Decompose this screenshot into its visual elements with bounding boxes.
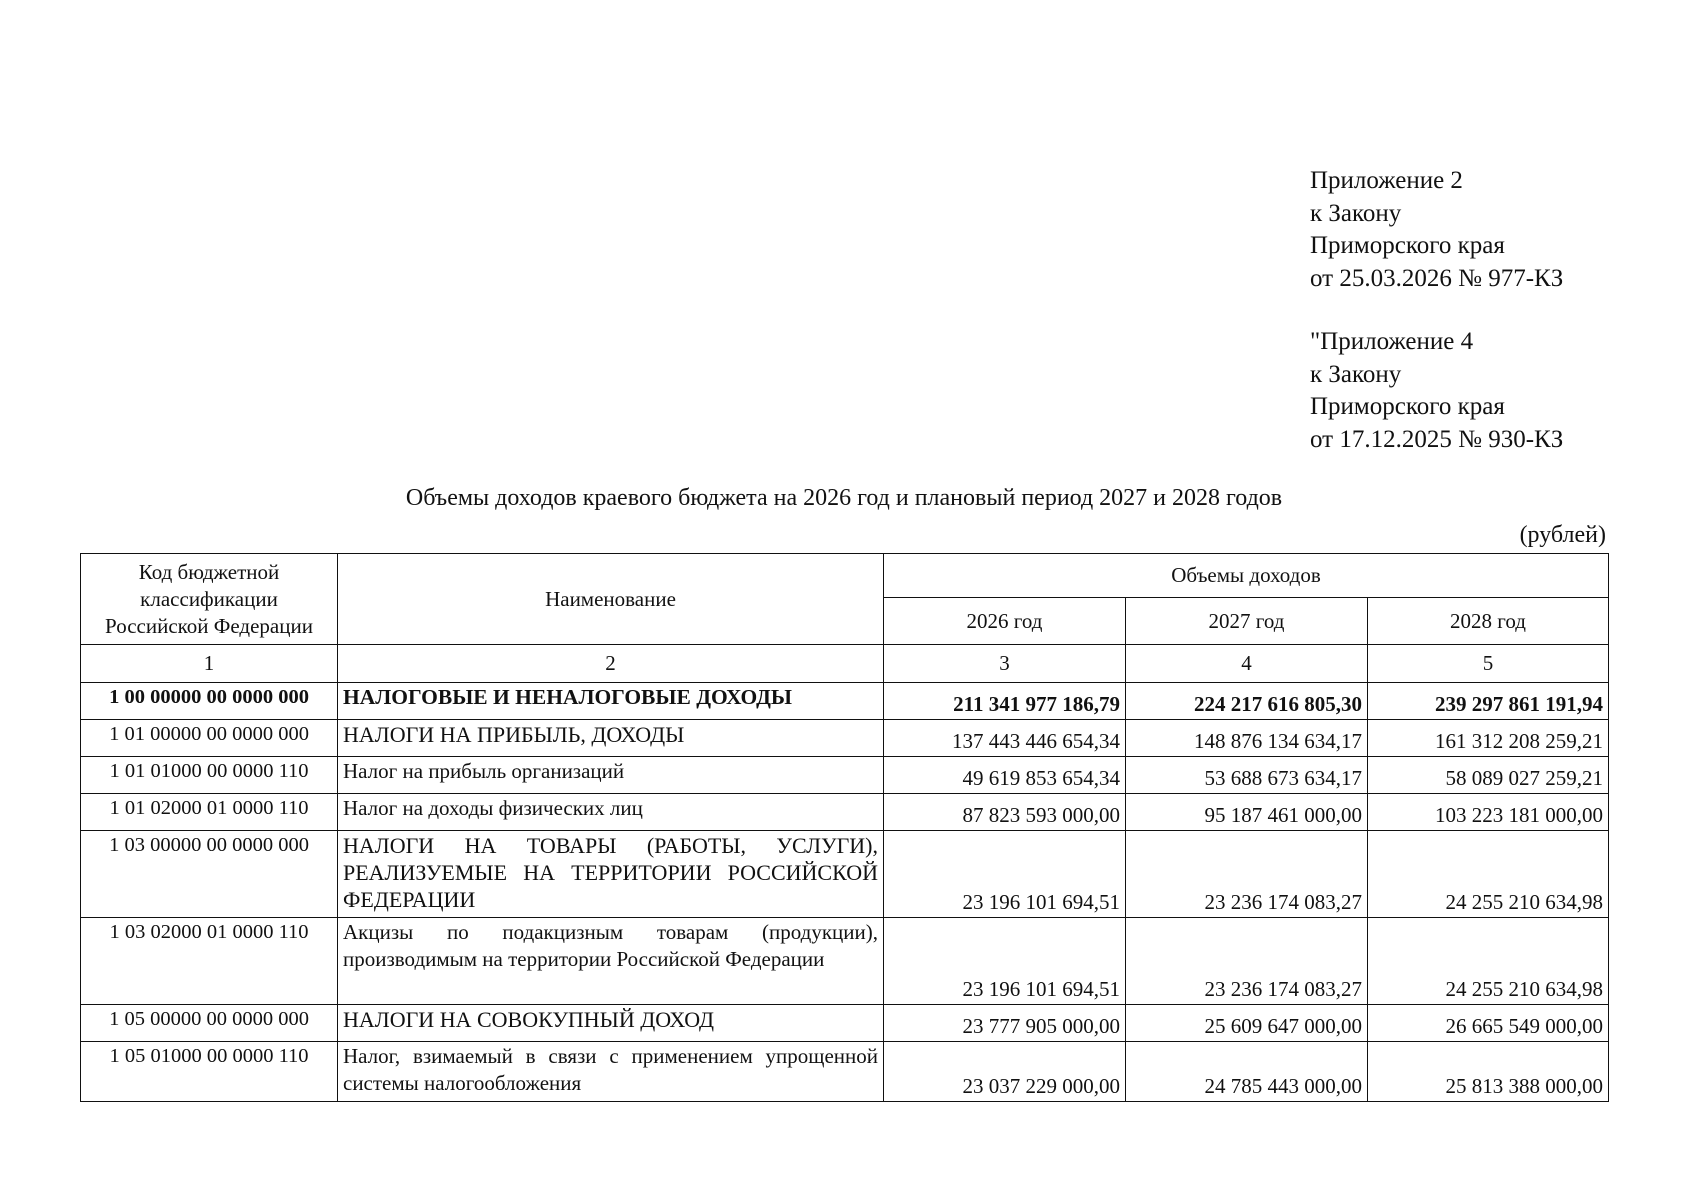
value-2027: 23 236 174 083,27	[1126, 831, 1368, 918]
appendix-current-reference	[1310, 165, 1563, 295]
value-2028: 25 813 388 000,00	[1368, 1042, 1609, 1102]
row-code: 1 00 00000 00 0000 000	[81, 683, 338, 720]
table-row	[81, 757, 1609, 794]
appendix-line: "Приложение 4	[1310, 328, 1474, 355]
row-code: 1 05 01000 00 0000 110	[81, 1042, 338, 1102]
row-name: НАЛОГИ НА СОВОКУПНЫЙ ДОХОД	[338, 1005, 884, 1042]
header-year-2027: 2027 год	[1126, 598, 1368, 645]
row-name: Налог на прибыль организаций	[338, 757, 884, 794]
value-2027: 95 187 461 000,00	[1126, 794, 1368, 831]
column-number: 2	[338, 645, 884, 683]
row-code: 1 03 02000 01 0000 110	[81, 918, 338, 1005]
revenue-table	[80, 553, 1609, 1102]
table-row	[81, 720, 1609, 757]
row-code: 1 01 02000 01 0000 110	[81, 794, 338, 831]
appendix-line: Приморского края	[1310, 232, 1505, 259]
value-2027: 23 236 174 083,27	[1126, 918, 1368, 1005]
value-2028: 24 255 210 634,98	[1368, 918, 1609, 1005]
table-row	[81, 831, 1609, 918]
row-name: Налог на доходы физических лиц	[338, 794, 884, 831]
value-2027: 148 876 134 634,17	[1126, 720, 1368, 757]
header-year-2026: 2026 год	[884, 598, 1126, 645]
header-year-2028: 2028 год	[1368, 598, 1609, 645]
header-code: Код бюджетной классификации Российской Федерации	[81, 554, 338, 645]
row-code: 1 03 00000 00 0000 000	[81, 831, 338, 918]
value-2026: 23 196 101 694,51	[884, 831, 1126, 918]
row-name: Налог, взимаемый в связи с применением упрощенной системы налогообложения	[338, 1042, 884, 1102]
value-2027: 24 785 443 000,00	[1126, 1042, 1368, 1102]
row-code: 1 05 00000 00 0000 000	[81, 1005, 338, 1042]
value-2027: 224 217 616 805,30	[1126, 683, 1368, 720]
row-name: НАЛОГОВЫЕ И НЕНАЛОГОВЫЕ ДОХОДЫ	[338, 683, 884, 720]
row-name: Акцизы по подакцизным товарам (продукции), производимым на территории Российской Федерации	[338, 918, 884, 1005]
table-row	[81, 1042, 1609, 1102]
appendix-line: Приложение 2	[1310, 167, 1463, 194]
column-number: 4	[1126, 645, 1368, 683]
table-row	[81, 683, 1609, 720]
row-code: 1 01 00000 00 0000 000	[81, 720, 338, 757]
row-name: НАЛОГИ НА ТОВАРЫ (РАБОТЫ, УСЛУГИ), РЕАЛИЗУЕМЫЕ НА ТЕРРИТОРИИ РОССИЙСКОЙ ФЕДЕРАЦИИ	[338, 831, 884, 918]
document-title: Объемы доходов краевого бюджета на 2026 год и плановый период 2027 и 2028 годов	[405, 485, 1283, 511]
value-2027: 53 688 673 634,17	[1126, 757, 1368, 794]
table-row	[81, 918, 1609, 1005]
appendix-line: от 17.12.2025 № 930-КЗ	[1310, 425, 1564, 453]
header-volumes: Объемы доходов	[884, 554, 1609, 598]
value-2026: 23 777 905 000,00	[884, 1005, 1126, 1042]
appendix-original-reference	[1310, 326, 1563, 456]
table-row	[81, 1005, 1609, 1042]
value-2026: 23 196 101 694,51	[884, 918, 1126, 1005]
column-number: 1	[81, 645, 338, 683]
row-name: НАЛОГИ НА ПРИБЫЛЬ, ДОХОДЫ	[338, 720, 884, 757]
value-2028: 24 255 210 634,98	[1368, 831, 1609, 918]
value-2028: 239 297 861 191,94	[1368, 683, 1609, 720]
value-2028: 58 089 027 259,21	[1368, 757, 1609, 794]
appendix-line: Приморского края	[1310, 393, 1505, 420]
appendix-line: к Закону	[1310, 199, 1402, 227]
value-2026: 87 823 593 000,00	[884, 794, 1126, 831]
row-code: 1 01 01000 00 0000 110	[81, 757, 338, 794]
value-2028: 161 312 208 259,21	[1368, 720, 1609, 757]
header-name: Наименование	[338, 554, 884, 645]
value-2027: 25 609 647 000,00	[1126, 1005, 1368, 1042]
value-2028: 103 223 181 000,00	[1368, 794, 1609, 831]
value-2026: 211 341 977 186,79	[884, 683, 1126, 720]
units-label: (рублей)	[1519, 522, 1606, 548]
value-2028: 26 665 549 000,00	[1368, 1005, 1609, 1042]
column-number: 5	[1368, 645, 1609, 683]
value-2026: 23 037 229 000,00	[884, 1042, 1126, 1102]
value-2026: 49 619 853 654,34	[884, 757, 1126, 794]
value-2026: 137 443 446 654,34	[884, 720, 1126, 757]
column-number: 3	[884, 645, 1126, 683]
table-row	[81, 794, 1609, 831]
appendix-line: от 25.03.2026 № 977-КЗ	[1310, 264, 1564, 292]
appendix-line: к Закону	[1310, 360, 1402, 388]
